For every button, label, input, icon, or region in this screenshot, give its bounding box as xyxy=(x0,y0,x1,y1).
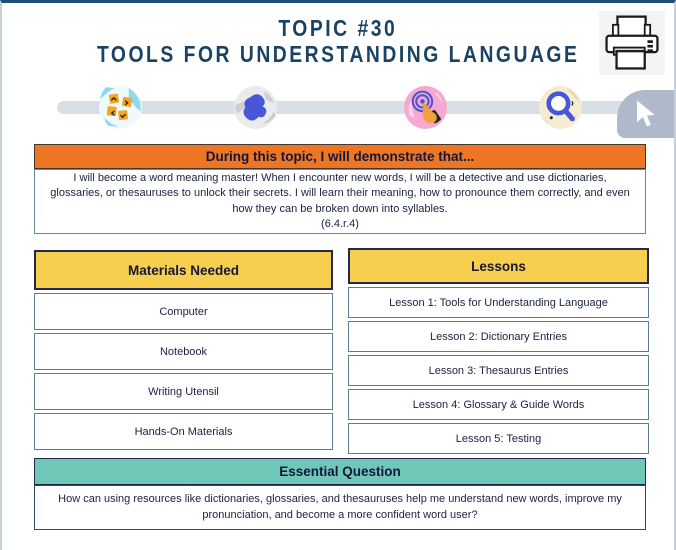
material-item: Writing Utensil xyxy=(34,373,333,410)
materials-header: Materials Needed xyxy=(34,250,333,290)
topic-number: TOPIC #30 xyxy=(278,15,398,41)
demonstrate-text: I will become a word meaning master! When I encounter new words, I will be a detective and use dictionaries, glossaries, or thesauruses to unlock their secrets. I will learn their meaning, how to pronounce them correctly, and even how they can be broken down into syllables. xyxy=(50,171,630,215)
map-notes-icon xyxy=(98,85,143,130)
lesson-item: Lesson 3: Thesaurus Entries xyxy=(348,355,649,386)
search-magnifier-icon xyxy=(538,85,583,130)
page-header xyxy=(2,15,674,67)
tap-target-icon xyxy=(403,85,448,130)
lesson-item: Lesson 5: Testing xyxy=(348,423,649,454)
material-item: Computer xyxy=(34,293,333,330)
print-button[interactable] xyxy=(599,11,665,75)
essential-question-label: Essential Question xyxy=(279,464,401,479)
material-item: Notebook xyxy=(34,333,333,370)
lessons-header: Lessons xyxy=(348,248,649,284)
demonstrate-header-label: During this topic, I will demonstrate that... xyxy=(205,149,475,164)
essential-question-body xyxy=(34,485,646,530)
cursor-card xyxy=(617,90,674,138)
lesson-item: Lesson 2: Dictionary Entries xyxy=(348,321,649,352)
printer-icon xyxy=(602,14,662,72)
essential-question-header xyxy=(34,458,646,485)
lessons-table xyxy=(348,248,649,454)
materials-table xyxy=(34,250,333,450)
demonstrate-header xyxy=(34,144,646,169)
demonstrate-body xyxy=(34,169,646,234)
standard-code: (6.4.r.4) xyxy=(321,218,359,230)
lesson-item: Lesson 4: Glossary & Guide Words xyxy=(348,389,649,420)
page-title: TOOLS FOR UNDERSTANDING LANGUAGE xyxy=(96,41,580,67)
cursor-arrow-icon xyxy=(633,99,659,129)
essential-question-text: How can using resources like dictionaries, glossaries, and thesauruses help me understand new words, improve my pronunciation, and become a more confident word user? xyxy=(58,493,622,521)
hand-shape-icon xyxy=(233,85,278,130)
material-item: Hands-On Materials xyxy=(34,413,333,450)
lesson-item: Lesson 1: Tools for Understanding Language xyxy=(348,287,649,318)
